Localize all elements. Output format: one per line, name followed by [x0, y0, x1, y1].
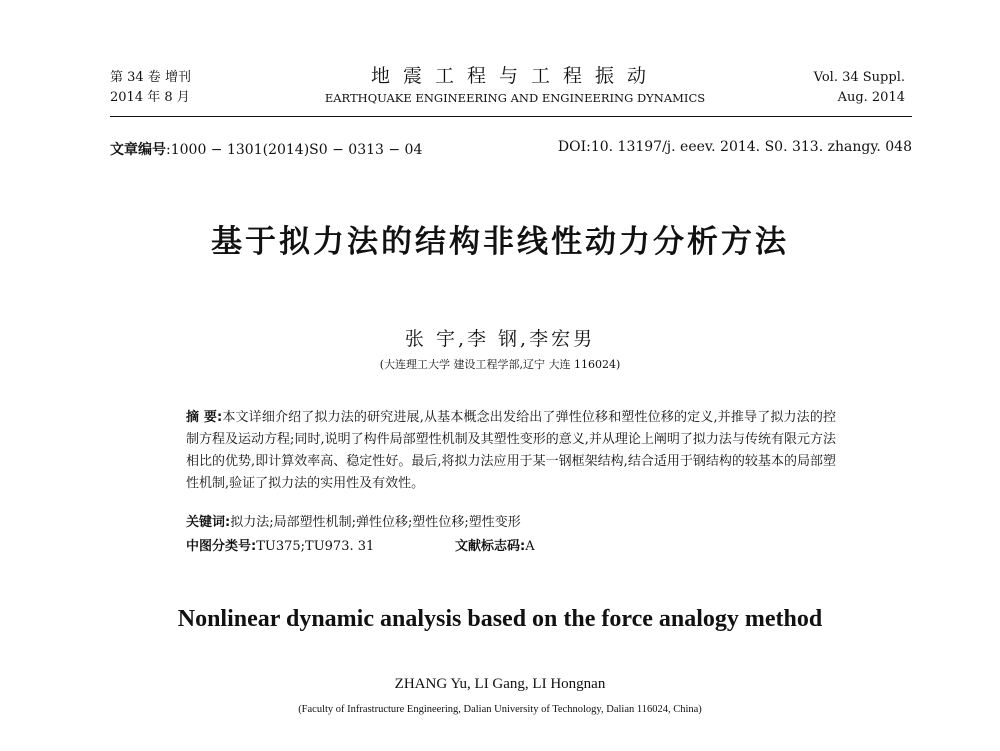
article-number [110, 139, 422, 159]
abstract [186, 407, 836, 495]
document-code-value: A [525, 539, 535, 554]
authors-cn: 张 宇,李 钢,李宏男 [404, 328, 596, 350]
paper-title-en: Nonlinear dynamic analysis based on the force analogy method [177, 606, 823, 632]
keywords-text: 拟力法;局部塑性机制;弹性位移;塑性位移;塑性变形 [230, 515, 521, 530]
date-cn: 2014 年 8 月 [110, 90, 190, 105]
classification-value: TU375;TU973. 31 [256, 539, 375, 554]
volume-cn: 第 34 卷 增刊 [110, 70, 191, 85]
abstract-label: 摘 要: [186, 410, 223, 425]
article-number-value: :1000 − 1301(2014)S0 − 0313 − 04 [166, 142, 423, 158]
keywords [186, 511, 521, 530]
document-code-label: 文献标志码: [455, 539, 526, 554]
volume-info-cn [110, 68, 191, 108]
affiliation-cn: (大连理工大学 建设工程学部,辽宁 大连 116024) [379, 358, 621, 371]
journal-header [300, 64, 730, 106]
date-en: Aug. 2014 [837, 90, 905, 105]
volume-info-en [814, 68, 905, 108]
affiliation-en: (Faculty of Infrastructure Engineering, Dalian University of Technology, Dalian 116024, China) [298, 704, 702, 715]
classification-label: 中图分类号: [186, 539, 257, 554]
journal-name-en: EARTHQUAKE ENGINEERING AND ENGINEERING DYNAMICS [324, 91, 706, 105]
doi[interactable]: DOI:10. 13197/j. eeev. 2014. S0. 313. zhangy. 048 [557, 139, 912, 155]
document-code [455, 535, 535, 554]
keywords-label: 关键词: [186, 515, 231, 530]
paper-title-cn: 基于拟力法的结构非线性动力分析方法 [211, 224, 789, 260]
header-rule [110, 116, 912, 117]
classification [186, 535, 374, 554]
abstract-text: 本文详细介绍了拟力法的研究进展,从基本概念出发给出了弹性位移和塑性位移的定义,并推导了拟力法的控制方程及运动方程;同时,说明了构件局部塑性机制及其塑性变形的意义,并从理论上阐明了拟力法与传统有限元方法相比的优势,即计算效率高、稳定性好。最后,将拟力法应用于某一钢框架结构,结合适用于钢结构的较基本的局部塑性机制,验证了拟力法的实用性及有效性。 [186, 410, 836, 491]
authors-en: ZHANG Yu, LI Gang, LI Hongnan [394, 676, 606, 692]
volume-en: Vol. 34 Suppl. [813, 70, 905, 85]
article-number-label: 文章编号 [110, 142, 166, 158]
journal-name-cn: 地震工程与工程振动 [370, 65, 659, 87]
